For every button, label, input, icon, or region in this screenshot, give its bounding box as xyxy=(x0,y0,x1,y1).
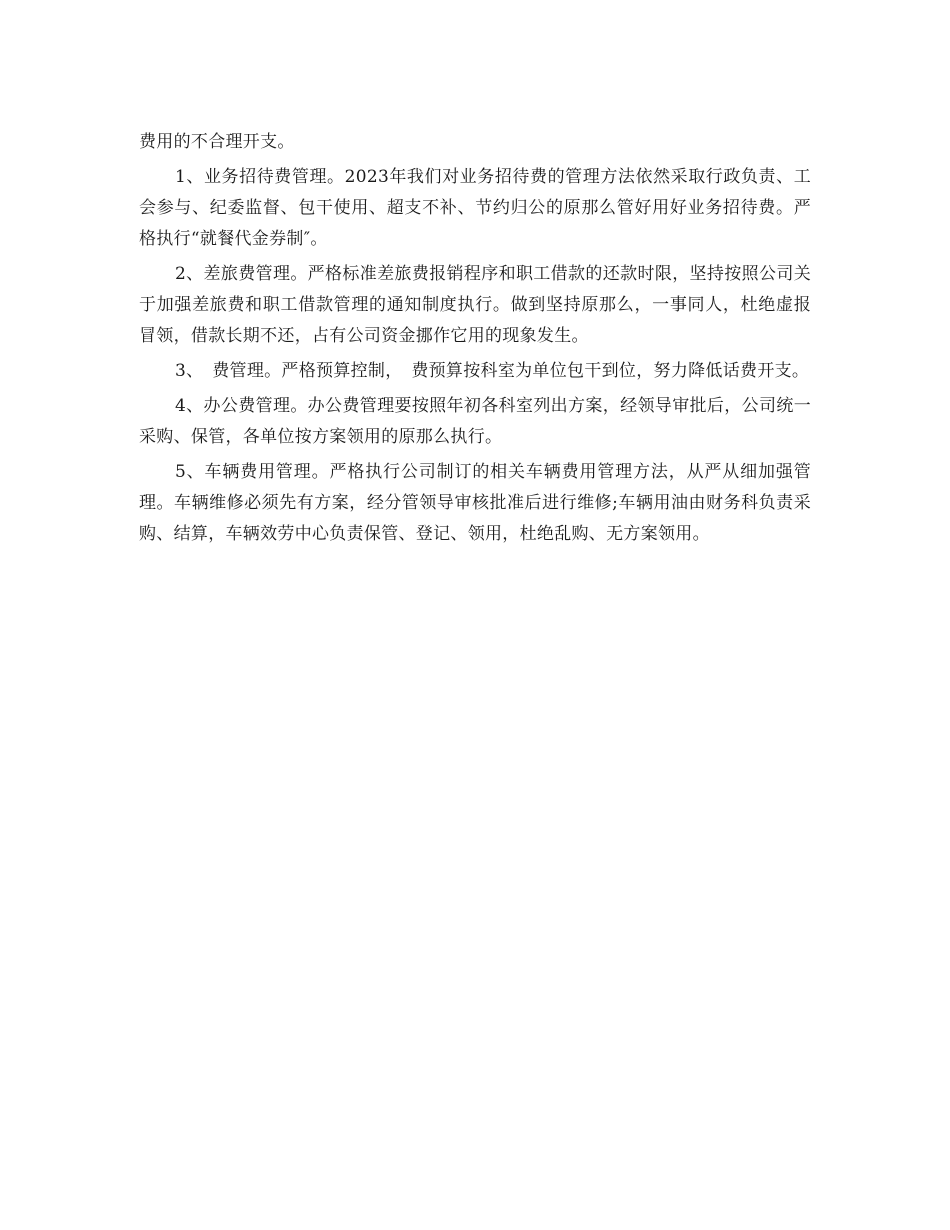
paragraph-vehicle-expenses: 5、车辆费用管理。严格执行公司制订的相关车辆费用管理方法，从严从细加强管理。车辆维修必须先有方案，经分管领导审核批准后进行维修;车辆用油由财务科负责采购、结算，车辆效劳中心负责保管、登记、领用，杜绝乱购、无方案领用。 xyxy=(139,462,811,544)
paragraph-phone-expenses: 3、 费管理。严格预算控制， 费预算按科室为单位包干到位，努力降低话费开支。 xyxy=(175,361,810,381)
paragraph-office-expenses: 4、办公费管理。办公费管理要按照年初各科室列出方案，经领导审批后，公司统一采购、保管，各单位按方案领用的原那么执行。 xyxy=(139,396,811,447)
paragraph-travel-expenses: 2、差旅费管理。严格标准差旅费报销程序和职工借款的还款时限，坚持按照公司关于加强差旅费和职工借款管理的通知制度执行。做到坚持原那么，一事同人，杜绝虚报冒领，借款长期不还，占有公司资金挪作它用的现象发生。 xyxy=(139,264,811,346)
paragraph-entertainment-expenses: 1、业务招待费管理。2023年我们对业务招待费的管理方法依然采取行政负责、工会参与、纪委监督、包干使用、超支不补、节约归公的原那么管好用好业务招待费。严格执行“就餐代金券制″。 xyxy=(139,167,811,249)
document-body xyxy=(139,127,811,554)
paragraph-continuation: 费用的不合理开支。 xyxy=(139,132,295,152)
